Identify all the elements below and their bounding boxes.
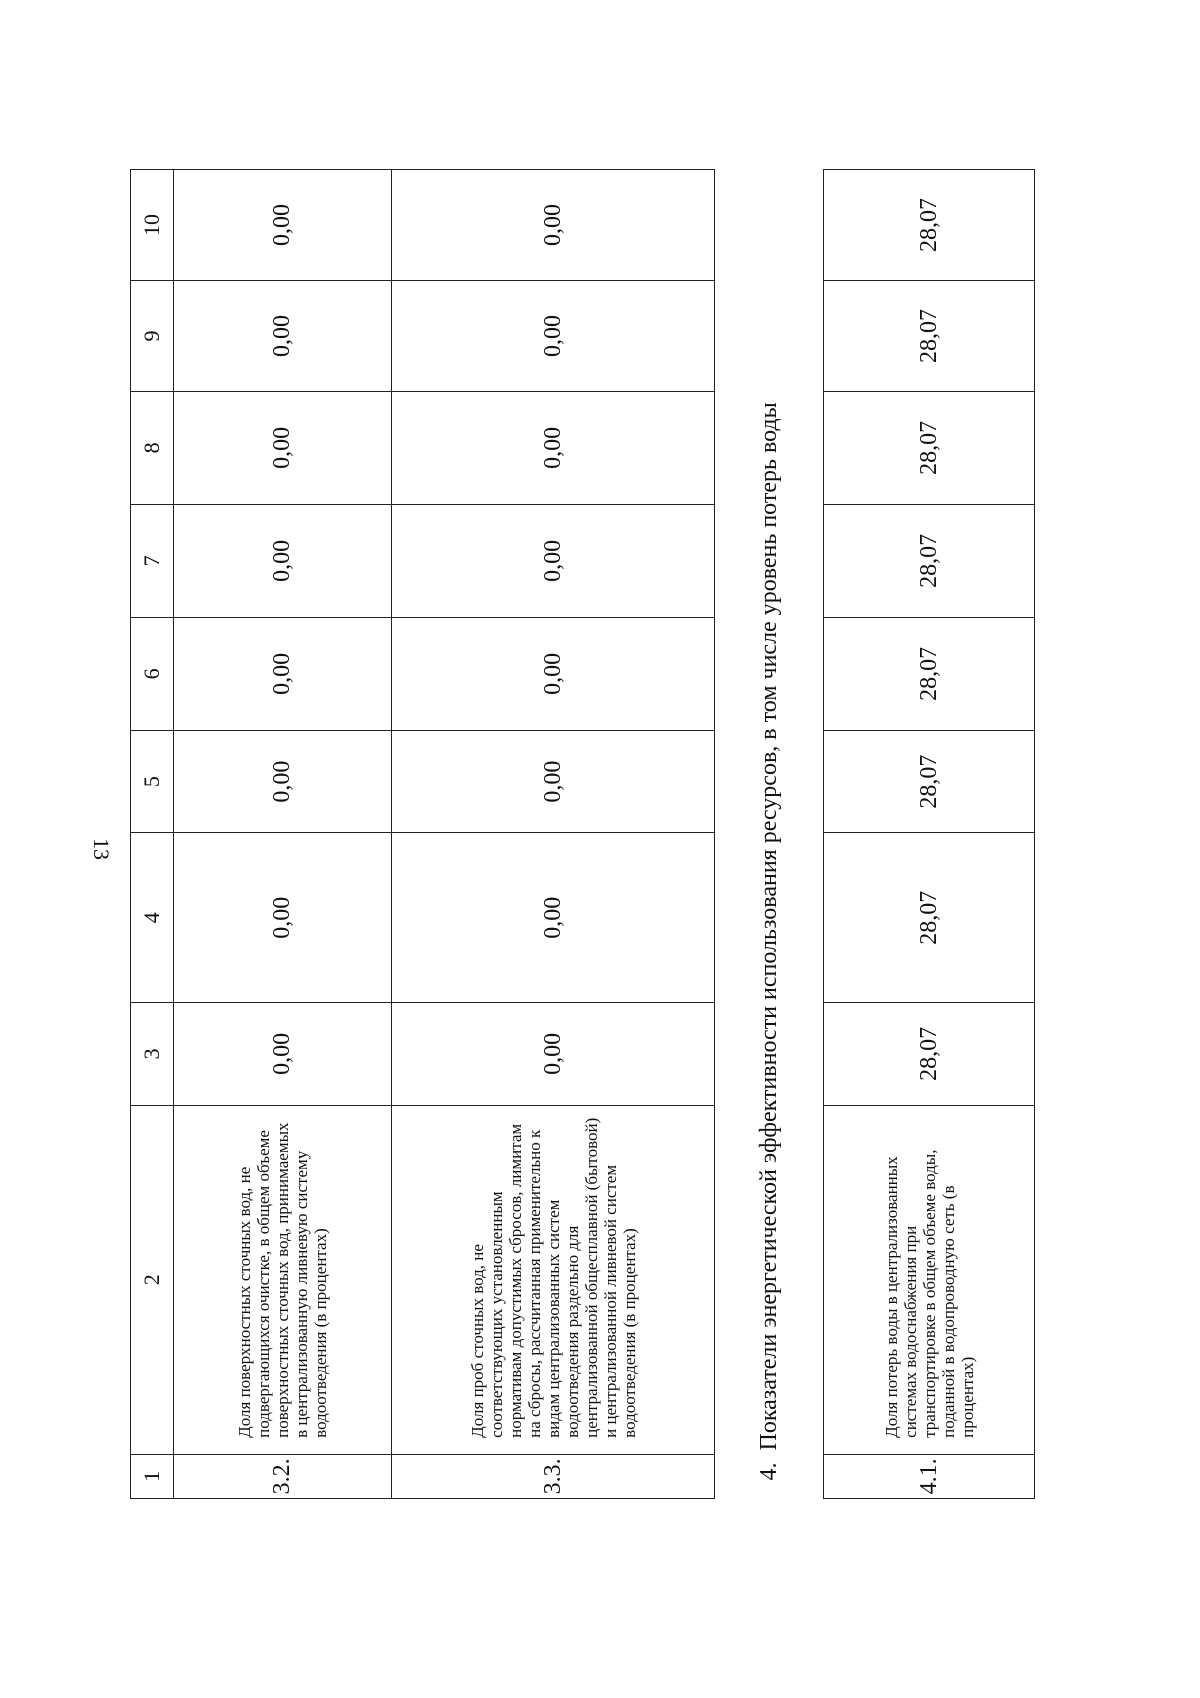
header-cell: 7 bbox=[131, 504, 174, 617]
value-cell: 28,07 bbox=[824, 833, 1035, 1002]
header-cell: 10 bbox=[131, 170, 174, 281]
value-cell: 0,00 bbox=[392, 170, 715, 281]
header-cell: 8 bbox=[131, 391, 174, 504]
value-cell: 0,00 bbox=[392, 280, 715, 391]
value-cell: 0,00 bbox=[392, 391, 715, 504]
table-row bbox=[392, 170, 715, 1499]
value-cell: 28,07 bbox=[824, 170, 1035, 281]
value-cell: 0,00 bbox=[392, 833, 715, 1002]
value-cell: 0,00 bbox=[174, 280, 392, 391]
value-cell: 0,00 bbox=[392, 617, 715, 730]
value-cell: 28,07 bbox=[824, 391, 1035, 504]
row-code: 4.1. bbox=[824, 1454, 1035, 1498]
row-description: Доля поверхностных сточных вод, не подвергающихся очистке, в общем объеме поверхностных сточных вод, принимаемых в централизованную ливневую систему водоотведения (в процентах) bbox=[174, 1105, 392, 1454]
section-header-row bbox=[715, 170, 824, 1499]
header-cell: 3 bbox=[131, 1002, 174, 1105]
table-row bbox=[174, 170, 392, 1499]
value-cell: 0,00 bbox=[174, 170, 392, 281]
value-cell: 0,00 bbox=[174, 504, 392, 617]
value-cell: 0,00 bbox=[392, 730, 715, 833]
value-cell: 28,07 bbox=[824, 280, 1035, 391]
header-cell: 9 bbox=[131, 280, 174, 391]
section-header bbox=[715, 170, 824, 1499]
header-cell: 4 bbox=[131, 833, 174, 1002]
value-cell: 28,07 bbox=[824, 730, 1035, 833]
header-cell: 1 bbox=[131, 1454, 174, 1498]
header-cell: 5 bbox=[131, 730, 174, 833]
header-cell: 2 bbox=[131, 1105, 174, 1454]
page-number: 13 bbox=[89, 838, 114, 860]
row-code: 3.2. bbox=[174, 1454, 392, 1498]
value-cell: 0,00 bbox=[392, 504, 715, 617]
value-cell: 0,00 bbox=[174, 617, 392, 730]
header-row bbox=[131, 170, 174, 1499]
value-cell: 28,07 bbox=[824, 1002, 1035, 1105]
row-code: 3.3. bbox=[392, 1454, 715, 1498]
value-cell: 0,00 bbox=[174, 730, 392, 833]
row-description: Доля проб сточных вод, не соответствующих установленным нормативам допустимых сбросов, лимитам на сбросы, рассчитанная применительно к видам централизованных систем водоотведения раздельно для централизованной общесплавной (бытовой) и централизованной ливневой систем водоотведения (в процентах) bbox=[392, 1105, 715, 1454]
value-cell: 0,00 bbox=[174, 833, 392, 1002]
value-cell: 0,00 bbox=[392, 1002, 715, 1105]
value-cell: 0,00 bbox=[174, 1002, 392, 1105]
value-cell: 0,00 bbox=[174, 391, 392, 504]
indicators-table bbox=[130, 169, 1035, 1499]
value-cell: 28,07 bbox=[824, 617, 1035, 730]
header-cell: 6 bbox=[131, 617, 174, 730]
indicators-table-container bbox=[130, 169, 1060, 1499]
row-description: Доля потерь воды в централизованных системах водоснабжения при транспортировке в общем объеме воды, поданной в водопроводную сеть (в процентах) bbox=[824, 1105, 1035, 1454]
table-row bbox=[824, 170, 1035, 1499]
section-title: Показатели энергетической эффективности использования ресурсов, в том числе уровень потерь воды bbox=[755, 402, 782, 1451]
section-number: 4. bbox=[755, 1462, 782, 1481]
value-cell: 28,07 bbox=[824, 504, 1035, 617]
